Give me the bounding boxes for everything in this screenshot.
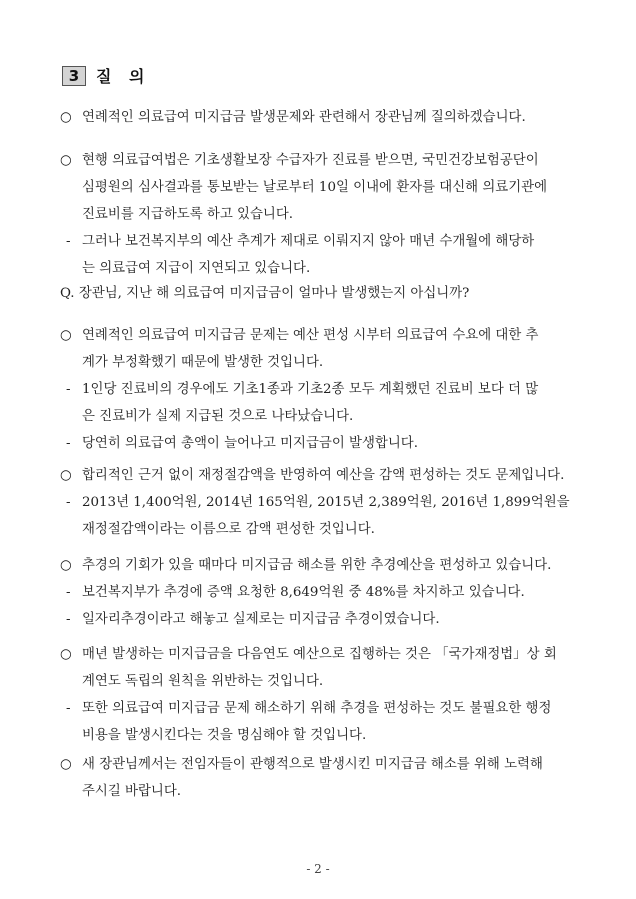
paragraph-line: 매년 발생하는 미지급금을 다음연도 예산으로 집행하는 것은 「국가재정법」상 회 <box>82 647 557 662</box>
dash-bullet-icon: - <box>66 585 71 600</box>
dash-bullet-icon: - <box>66 495 71 510</box>
sub-line: 보건복지부가 추경에 증액 요청한 8,649억원 중 48%를 차지하고 있습니다. <box>82 585 525 600</box>
circle-bullet-icon: ○ <box>60 757 72 772</box>
paragraph-fiscal-law <box>60 641 580 749</box>
sub-line: 는 의료급여 지급이 지연되고 있습니다. <box>82 261 311 276</box>
circle-bullet-icon: ○ <box>60 468 72 483</box>
paragraph-line: 현행 의료급여법은 기초생활보장 수급자가 진료를 받으면, 국민건강보험공단이 <box>82 153 539 168</box>
sub-line: 비용을 발생시킨다는 것을 명심해야 할 것입니다. <box>82 728 367 743</box>
sub-line: 일자리추경이라고 해놓고 실제로는 미지급금 추경이였습니다. <box>82 612 440 627</box>
paragraph-line: 연례적인 의료급여 미지급금 문제는 예산 편성 시부터 의료급여 수요에 대한 추 <box>82 328 539 343</box>
paragraph-current-law <box>60 147 580 282</box>
paragraph-estimate-problem <box>60 322 580 457</box>
sub-line: 1인당 진료비의 경우에도 기초1종과 기초2종 모두 계획했던 진료비 보다 더 많 <box>82 382 539 397</box>
dash-bullet-icon: - <box>66 701 71 716</box>
circle-bullet-icon: ○ <box>60 328 72 343</box>
paragraph-line: 새 장관님께서는 전임자들이 관행적으로 발생시킨 미지급금 해소를 위해 노력해 <box>82 757 543 772</box>
dash-bullet-icon: - <box>66 436 71 451</box>
paragraph-line: 주시길 바랍니다. <box>82 784 182 799</box>
paragraph-supplementary-budget <box>60 552 580 633</box>
page-number: - 2 - <box>306 862 330 876</box>
dash-bullet-icon: - <box>66 382 71 397</box>
sub-line: 재정절감액이라는 이름으로 감액 편성한 것입니다. <box>82 522 375 537</box>
paragraph-line: 계연도 독립의 원칙을 위반하는 것입니다. <box>82 674 324 689</box>
sub-line: 은 진료비가 실제 지급된 것으로 나타났습니다. <box>82 409 354 424</box>
circle-bullet-icon: ○ <box>60 110 72 125</box>
paragraph-intro <box>60 104 580 131</box>
paragraph-request <box>60 751 580 805</box>
paragraph-budget-cut <box>60 462 580 543</box>
sub-line: 또한 의료급여 미지급금 문제 해소하기 위해 추경을 편성하는 것도 불필요한 행정 <box>82 701 552 716</box>
section-number-box: 3 <box>62 66 86 86</box>
circle-bullet-icon: ○ <box>60 558 72 573</box>
question-text: Q. 장관님, 지난 해 의료급여 미지급금이 얼마나 발생했는지 아십니까? <box>60 286 470 301</box>
circle-bullet-icon: ○ <box>60 647 72 662</box>
question-line <box>60 280 580 307</box>
paragraph-line: 계가 부정확했기 때문에 발생한 것입니다. <box>82 355 324 370</box>
dash-bullet-icon: - <box>66 234 71 249</box>
sub-line: 그러나 보건복지부의 예산 추계가 제대로 이뤄지지 않아 매년 수개월에 해당하 <box>82 234 535 249</box>
dash-bullet-icon: - <box>66 612 71 627</box>
section-heading <box>62 64 150 87</box>
paragraph-line: 합리적인 근거 없이 재정절감액을 반영하여 예산을 감액 편성하는 것도 문제입니다. <box>82 468 565 483</box>
section-title: 질 의 <box>96 67 151 86</box>
sub-line: 2013년 1,400억원, 2014년 165억원, 2015년 2,389억원, 2016년 1,899억원을 <box>82 495 570 510</box>
sub-line: 당연히 의료급여 총액이 늘어나고 미지급금이 발생합니다. <box>82 436 418 451</box>
paragraph-line: 심평원의 심사결과를 통보받는 날로부터 10일 이내에 환자를 대신해 의료기관에 <box>82 180 548 195</box>
paragraph-line: 추경의 기회가 있을 때마다 미지급금 해소를 위한 추경예산을 편성하고 있습니다. <box>82 558 552 573</box>
circle-bullet-icon: ○ <box>60 153 72 168</box>
paragraph-line: 진료비를 지급하도록 하고 있습니다. <box>82 207 294 222</box>
paragraph-line: 연례적인 의료급여 미지급금 발생문제와 관련해서 장관님께 질의하겠습니다. <box>82 110 526 125</box>
